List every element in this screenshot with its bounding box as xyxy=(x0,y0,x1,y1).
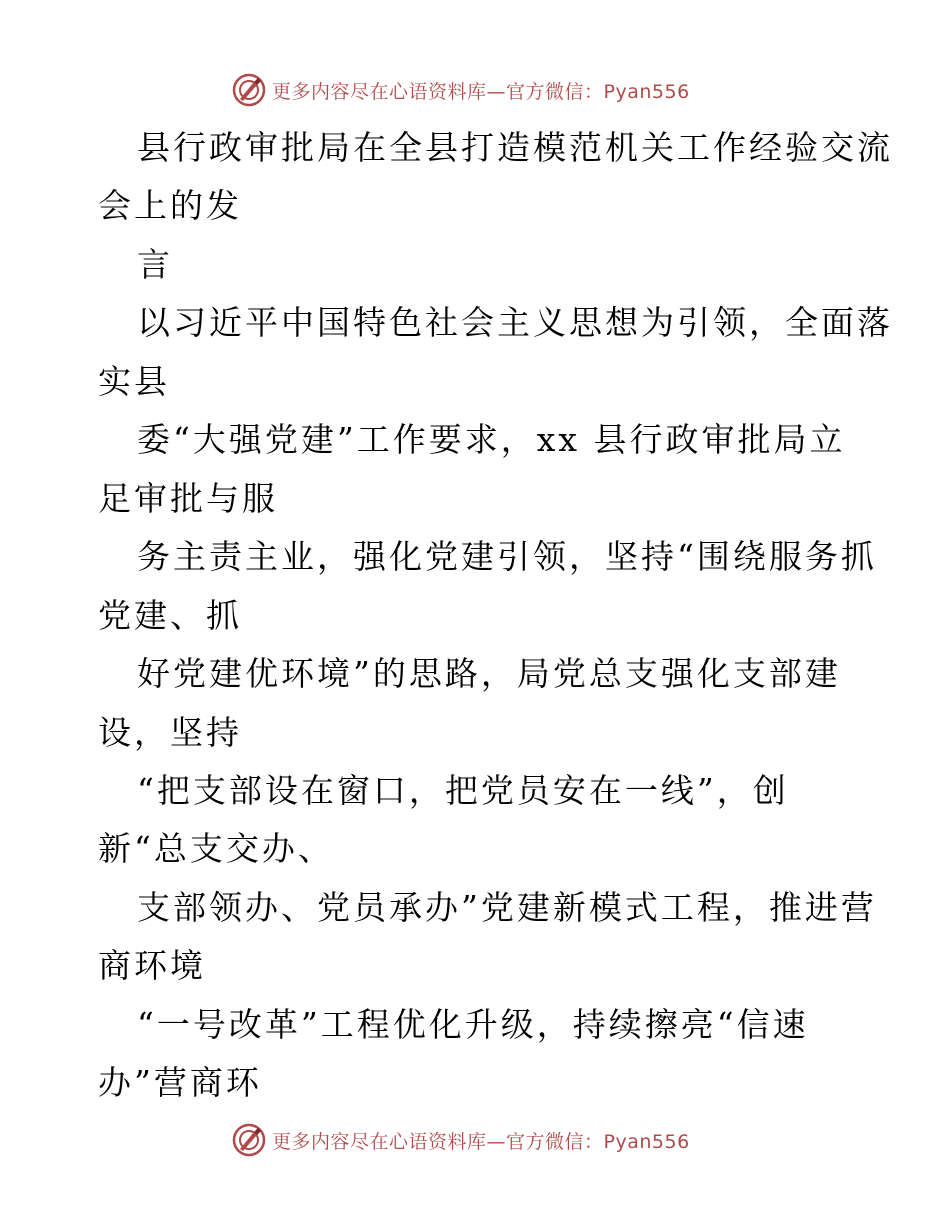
text-line: “把支部设在窗口，把党员安在一线”，创 xyxy=(137,771,789,810)
text-line: “一号改革”工程优化升级，持续擦亮“信速 xyxy=(137,1005,809,1044)
text-line: 会上的发 xyxy=(98,186,242,225)
text-line: 新“总支交办、 xyxy=(98,829,334,868)
text-line: 商环境 xyxy=(98,946,206,985)
text-line: 言 xyxy=(137,245,173,284)
text-line: 办”营商环 xyxy=(98,1063,262,1102)
text-line: 县行政审批局在全县打造模范机关工作经验交流 xyxy=(137,128,893,167)
text-line: 足审批与服 xyxy=(98,479,278,518)
text-line: 设，坚持 xyxy=(98,713,242,752)
watermark-text: 更多内容尽在心语资料库—官方微信：Pyan556 xyxy=(272,1130,690,1153)
watermark-text: 更多内容尽在心语资料库—官方微信：Pyan556 xyxy=(272,80,690,103)
text-line: 党建、抓 xyxy=(98,596,242,635)
text-line: 支部领办、党员承办”党建新模式工程，推进营 xyxy=(137,888,877,927)
text-line: 委“大强党建”工作要求，xx 县行政审批局立 xyxy=(137,420,846,459)
text-line: 实县 xyxy=(98,362,170,401)
text-line: 好党建优环境”的思路，局党总支强化支部建 xyxy=(137,654,841,693)
pen-seal-icon xyxy=(232,1123,266,1157)
text-line: 务主责主业，强化党建引领，坚持“围绕服务抓 xyxy=(137,537,877,576)
footer-watermark xyxy=(232,1120,690,1160)
text-line: 以习近平中国特色社会主义思想为引领，全面落 xyxy=(137,303,893,342)
